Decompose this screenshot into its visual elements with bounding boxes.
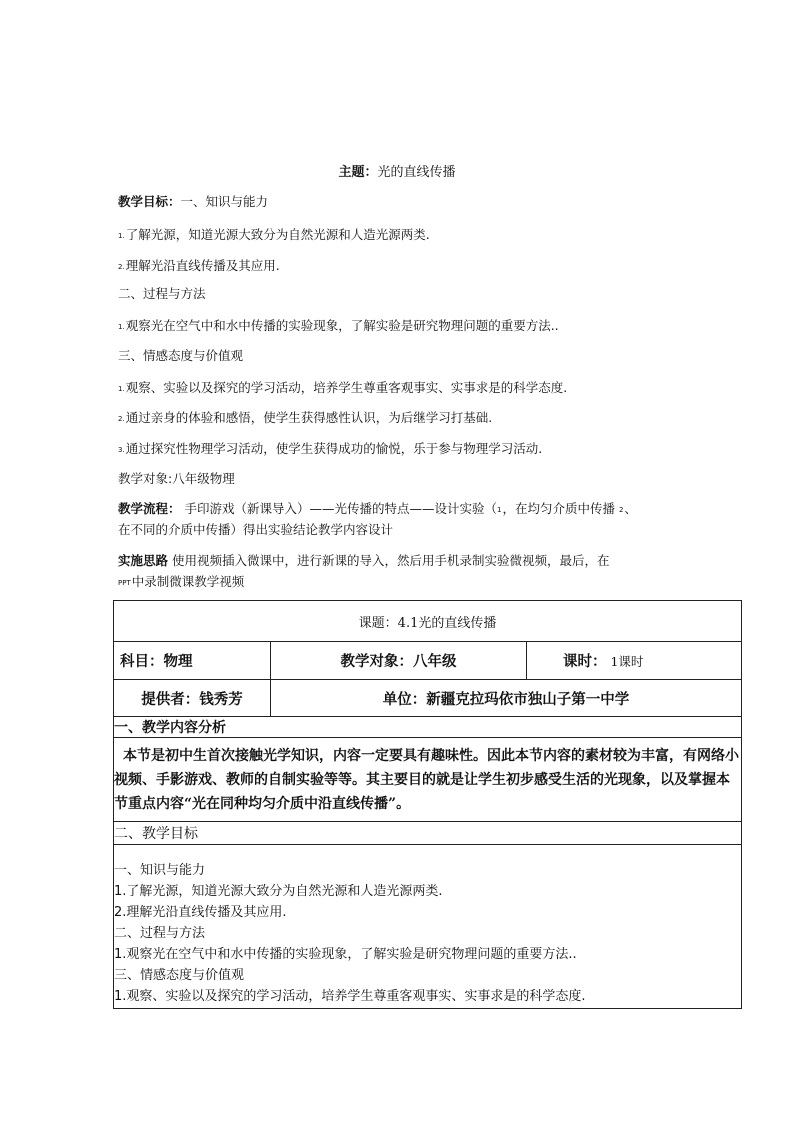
process-item-1-number: 1. — [118, 323, 125, 331]
idea-label: 实施思路 — [118, 553, 169, 568]
attitude-item-3-text: 通过探究性物理学习活动，使学生获得成功的愉悦，乐于参与物理学习活动. — [125, 441, 543, 456]
objectives-body — [114, 845, 742, 1009]
knowledge-item-2-number: 2. — [118, 263, 125, 271]
idea-line-2 — [118, 572, 244, 590]
objective-line: 1.观察光在空气中和水中传播的实验现象，了解实验是研究物理问题的重要方法.. — [114, 947, 577, 962]
title-text: 光的直线传播 — [377, 165, 456, 180]
hours-cell — [527, 642, 742, 680]
goal-head: 一、知识与能力 — [180, 194, 269, 209]
provider-cell: 提供者：钱秀芳 — [114, 680, 271, 717]
attitude-item-1-text: 观察、实验以及探究的学习活动，培养学生尊重客观事实、实事求是的科学态度. — [125, 380, 568, 395]
goal-line — [118, 192, 268, 210]
lesson-title: 课题：4.1光的直线传播 — [114, 601, 742, 642]
flow-text-1: 手印游戏（新课导入）——光传播的特点——设计实验（ — [180, 501, 497, 516]
title-label: 主题： — [338, 165, 378, 180]
knowledge-item-2-text: 理解光沿直线传播及其应用. — [125, 258, 280, 273]
objective-line: 1.观察、实验以及探究的学习活动，培养学生尊重客观事实、实事求是的科学态度. — [114, 989, 586, 1004]
unit-cell: 单位：新疆克拉玛依市独山子第一中学 — [271, 680, 742, 717]
section-process-heading: 二、过程与方法 — [118, 286, 206, 301]
section-attitude-heading: 三、情感态度与价值观 — [118, 348, 244, 363]
subject-cell: 科目：物理 — [114, 642, 271, 680]
objective-line: 一、知识与能力 — [114, 863, 206, 878]
flow-line-2: 在不同的介质中传播）得出实验结论教学内容设计 — [118, 522, 394, 537]
content-analysis-heading: 一、教学内容分析 — [114, 717, 742, 738]
idea-ppt: PPT — [118, 579, 131, 587]
attitude-item-1 — [118, 378, 567, 396]
teaching-target: 教学对象:八年级物理 — [118, 471, 235, 486]
flow-line-1 — [118, 499, 637, 517]
objective-line: 三、情感态度与价值观 — [114, 968, 245, 983]
objectives-heading: 二、教学目标 — [114, 822, 742, 845]
process-item-1 — [118, 316, 559, 334]
objective-line: 二、过程与方法 — [114, 926, 206, 941]
objective-line: 1.了解光源，知道光源大致分为自然光源和人造光源两类. — [114, 884, 443, 899]
idea-line-1 — [118, 551, 610, 569]
flow-label: 教学流程： — [118, 501, 181, 516]
flow-text-1c: 、 — [624, 501, 637, 516]
knowledge-item-1 — [118, 225, 430, 243]
flow-text-1b: ，在均匀介质中传播 — [502, 501, 619, 516]
audience-cell: 教学对象：八年级 — [271, 642, 527, 680]
content-analysis-body — [114, 738, 742, 822]
process-item-1-text: 观察光在空气中和水中传播的实验现象，了解实验是研究物理问题的重要方法.. — [125, 318, 559, 333]
knowledge-item-1-number: 1. — [118, 232, 125, 240]
hours-value: 1课时 — [606, 654, 644, 669]
objective-line: 2.理解光沿直线传播及其应用. — [114, 905, 287, 920]
idea-text-1: 使用视频插入微课中，进行新课的导入，然后用手机录制实验微视频，最后，在 — [168, 553, 610, 568]
knowledge-item-2 — [118, 256, 280, 274]
attitude-item-3-number: 3. — [118, 446, 125, 454]
attitude-item-3 — [118, 439, 542, 457]
attitude-item-2-number: 2. — [118, 415, 125, 423]
idea-text-2: 中录制微课教学视频 — [131, 574, 245, 589]
knowledge-item-1-text: 了解光源，知道光源大致分为自然光源和人造光源两类. — [125, 227, 430, 242]
flow-number-1: 1 — [497, 506, 502, 514]
lesson-plan-table — [113, 600, 742, 1009]
flow-number-2: 2 — [618, 506, 624, 514]
attitude-item-1-number: 1. — [118, 385, 125, 393]
content-analysis-text: 本节是初中生首次接触光学知识，内容一定要具有趣味性。因此本节内容的素材较为丰富，有网络小视频、手影游戏、教师的自制实验等等。其主要目的就是让学生初步感受生活的光现象，以及掌握本节重点内容“光在同种均匀介质中沿直线传播”。 — [114, 747, 739, 812]
goal-label: 教学目标： — [118, 194, 181, 209]
page-title — [0, 161, 794, 180]
attitude-item-2-text: 通过亲身的体验和感悟，使学生获得感性认识，为后继学习打基础. — [125, 410, 493, 425]
attitude-item-2 — [118, 408, 492, 426]
hours-label: 课时： — [563, 653, 607, 670]
